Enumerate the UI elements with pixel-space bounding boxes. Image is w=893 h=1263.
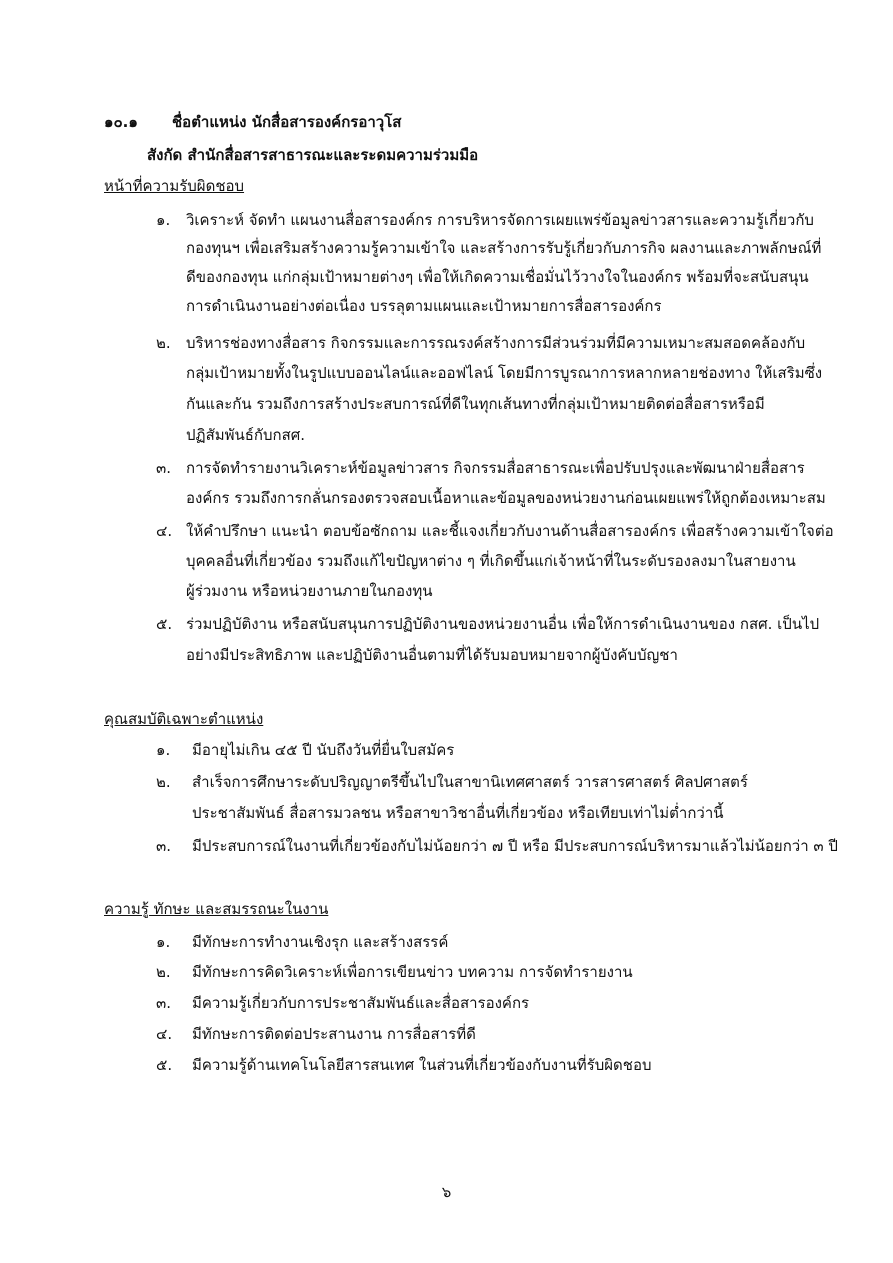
item-text-line: มีความรู้เกี่ยวกับการประชาสัมพันธ์และสื่อสารองค์กร bbox=[192, 994, 530, 1012]
item-text-line: มีทักษะการทำงานเชิงรุก และสร้างสรรค์ bbox=[192, 933, 449, 951]
item-number: ๑. bbox=[156, 741, 171, 759]
title-number: ๑๐.๑ bbox=[104, 113, 138, 131]
item-text-line: บุคคลอื่นที่เกี่ยวข้อง รวมถึงแก้ไขปัญหาต่าง ๆ ที่เกิดขึ้นแก่เจ้าหน้าที่ในระดับรองลงมาในสายงาน bbox=[186, 552, 796, 570]
item-number: ๕. bbox=[156, 615, 173, 633]
item-number: ๒. bbox=[156, 334, 171, 352]
item-text-line: การดำเนินงานอย่างต่อเนื่อง บรรลุตามแผนและเป้าหมายการสื่อสารองค์กร bbox=[186, 297, 662, 315]
item-number: ๔. bbox=[156, 522, 173, 540]
item-number: ๒. bbox=[156, 773, 171, 791]
item-text-line: การจัดทำรายงานวิเคราะห์ข้อมูลข่าวสาร กิจกรรมสื่อสาธารณะเพื่อปรับปรุงและพัฒนาฝ่ายสื่อสาร bbox=[186, 459, 805, 477]
item-text-line: ให้คำปรึกษา แนะนำ ตอบข้อซักถาม และชี้แจงเกี่ยวกับงานด้านสื่อสารองค์กร เพื่อสร้างความเข้าใจต่อ bbox=[186, 522, 834, 540]
item-text-line: กลุ่มเป้าหมายทั้งในรูปแบบออนไลน์และออฟไลน์ โดยมีการบูรณาการหลากหลายช่องทาง ให้เสริมซึ่ง bbox=[186, 364, 823, 382]
item-text-line: อย่างมีประสิทธิภาพ และปฏิบัติงานอื่นตามที่ได้รับมอบหมายจากผู้บังคับบัญชา bbox=[186, 646, 678, 664]
item-number: ๓. bbox=[156, 459, 172, 477]
item-number: ๔. bbox=[156, 1025, 173, 1043]
item-number: ๑. bbox=[156, 933, 171, 951]
item-text-line: มีทักษะการติดต่อประสานงาน การสื่อสารที่ดี bbox=[192, 1025, 476, 1043]
item-number: ๓. bbox=[156, 837, 172, 855]
item-text-line: ปฏิสัมพันธ์กับกสศ. bbox=[186, 426, 306, 444]
item-number: ๑. bbox=[156, 211, 171, 229]
item-text-line: ประชาสัมพันธ์ สื่อสารมวลชน หรือสาขาวิชาอื่นที่เกี่ยวข้อง หรือเทียบเท่าไม่ต่ำกว่านี้ bbox=[192, 804, 724, 822]
item-text-line: วิเคราะห์ จัดทำ แผนงานสื่อสารองค์กร การบริหารจัดการเผยแพร่ข้อมูลข่าวสารและความรู้เกี่ยวกับ bbox=[186, 211, 814, 229]
item-text-line: องค์กร รวมถึงการกลั่นกรองตรวจสอบเนื้อหาและข้อมูลของหน่วยงานก่อนเผยแพร่ให้ถูกต้องเหมาะสม bbox=[186, 489, 826, 507]
item-text-line: มีประสบการณ์ในงานที่เกี่ยวข้องกับไม่น้อยกว่า ๗ ปี หรือ มีประสบการณ์บริหารมาแล้วไม่น้อยกว่า ๓ ปี bbox=[192, 837, 838, 855]
item-text-line: กองทุนฯ เพื่อเสริมสร้างความรู้ความเข้าใจ และสร้างการรับรู้เกี่ยวกับภารกิจ ผลงานและภาพลักษณ์ที่ bbox=[186, 239, 822, 257]
item-text-line: มีทักษะการคิดวิเคราะห์เพื่อการเขียนข่าว บทความ การจัดทำรายงาน bbox=[192, 963, 633, 981]
item-text-line: ดีของกองทุน แก่กลุ่มเป้าหมายต่างๆ เพื่อให้เกิดความเชื่อมั่นไว้วางใจในองค์กร พร้อมที่จะสนับสนุน bbox=[186, 268, 809, 286]
item-text-line: มีความรู้ด้านเทคโนโลยีสารสนเทศ ในส่วนที่เกี่ยวข้องกับงานที่รับผิดชอบ bbox=[192, 1056, 652, 1074]
skills-heading: ความรู้ ทักษะ และสมรรถนะในงาน bbox=[104, 900, 329, 918]
responsibilities-heading: หน้าที่ความรับผิดชอบ bbox=[104, 177, 245, 195]
item-number: ๓. bbox=[156, 994, 172, 1012]
item-text-line: มีอายุไม่เกิน ๔๕ ปี นับถึงวันที่ยื่นใบสมัคร bbox=[192, 741, 455, 759]
item-text-line: กันและกัน รวมถึงการสร้างประสบการณ์ที่ดีในทุกเส้นทางที่กลุ่มเป้าหมายติดต่อสื่อสารหรือมี bbox=[186, 395, 765, 413]
item-text-line: ผู้ร่วมงาน หรือหน่วยงานภายในกองทุน bbox=[186, 582, 433, 600]
qualifications-heading: คุณสมบัติเฉพาะตำแหน่ง bbox=[104, 710, 264, 728]
item-text-line: บริหารช่องทางสื่อสาร กิจกรรมและการรณรงค์สร้างการมีส่วนร่วมที่มีความเหมาะสมสอดคล้องกับ bbox=[186, 334, 806, 352]
item-number: ๕. bbox=[156, 1056, 173, 1074]
page-number: ๖ bbox=[441, 1183, 452, 1201]
job-title: ชื่อตำแหน่ง นักสื่อสารองค์กรอาวุโส bbox=[172, 113, 402, 131]
item-number: ๒. bbox=[156, 963, 171, 981]
item-text-line: สำเร็จการศึกษาระดับปริญญาตรีขึ้นไปในสาขานิเทศศาสตร์ วารสารศาสตร์ ศิลปศาสตร์ bbox=[192, 773, 748, 791]
job-affiliation: สังกัด สำนักสื่อสารสาธารณะและระดมความร่วมมือ bbox=[147, 146, 479, 164]
item-text-line: ร่วมปฏิบัติงาน หรือสนับสนุนการปฏิบัติงานของหน่วยงานอื่น เพื่อให้การดำเนินงานของ กสศ. เป็นไป bbox=[186, 615, 820, 633]
